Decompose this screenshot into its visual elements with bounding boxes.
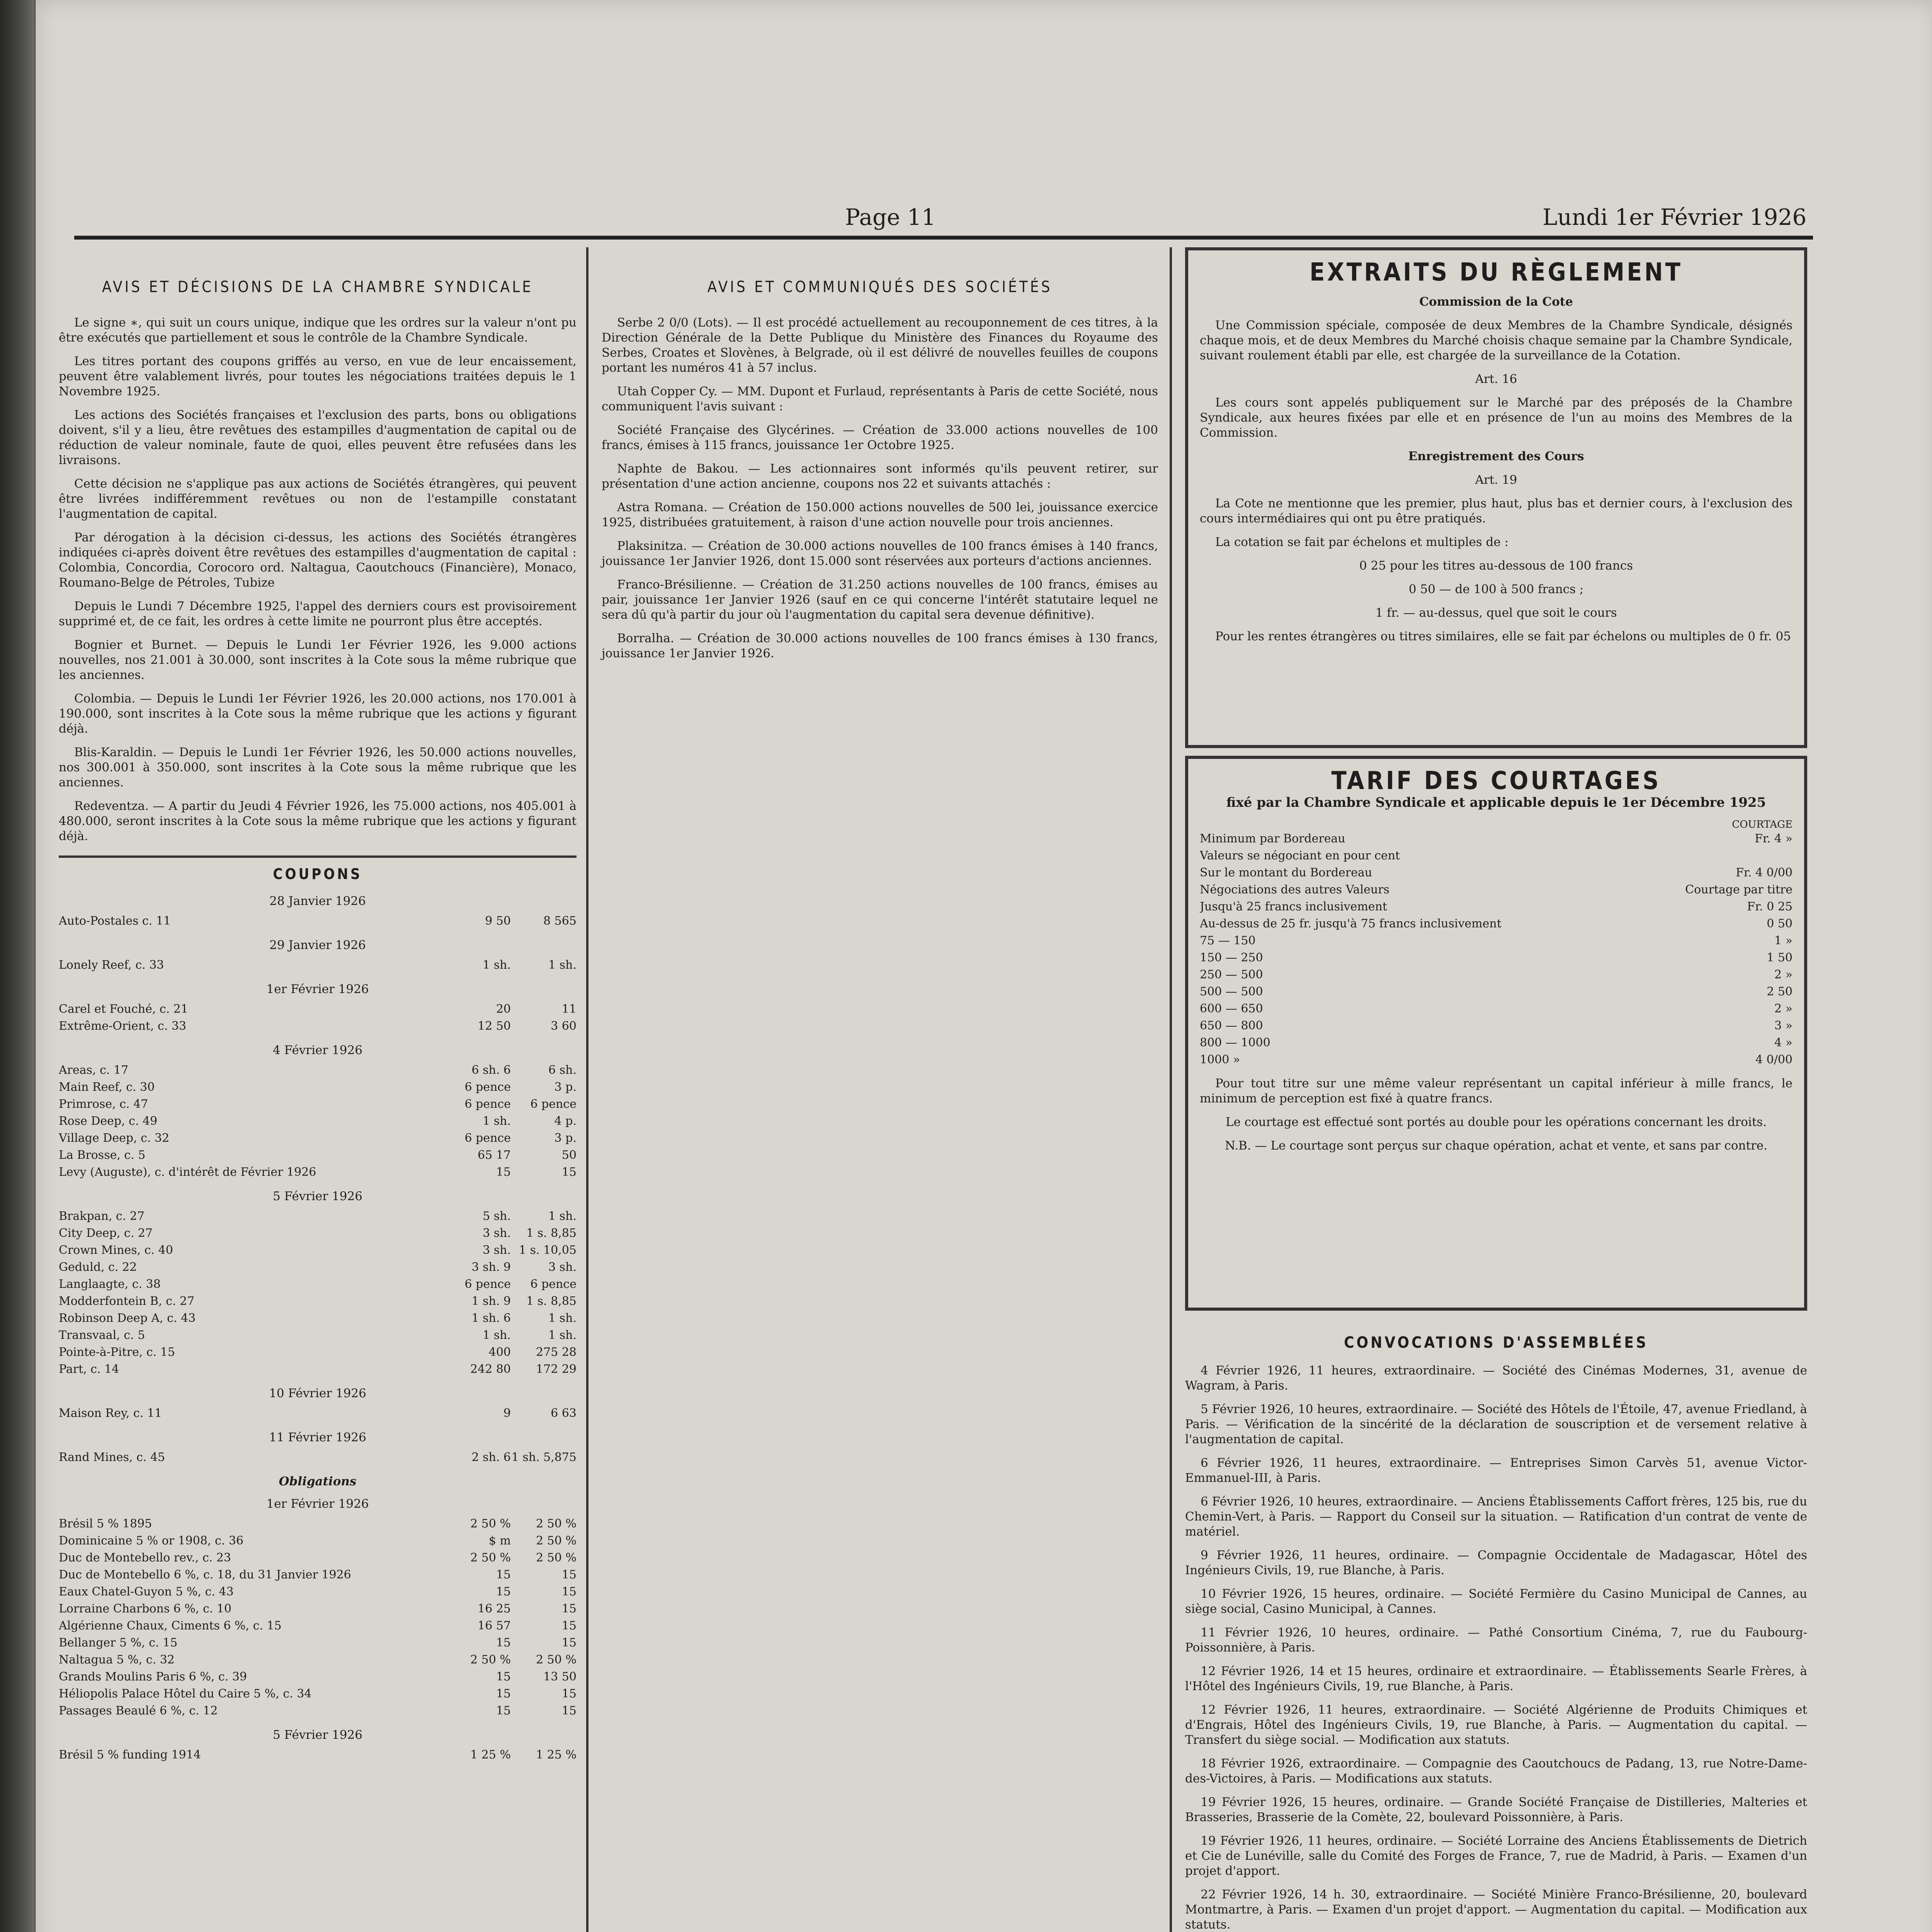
- extraits-p4: La cotation se fait par échelons et multiples de :: [1215, 535, 1509, 549]
- coupon-row-label: Geduld, c. 22: [59, 1260, 137, 1274]
- tarif-value: 2 »: [1774, 968, 1793, 981]
- coupon-row: [59, 1293, 577, 1310]
- echelon-line: 1 fr. — au-dessus, quel que soit le cours: [1375, 606, 1617, 620]
- tarif-row: [1200, 932, 1793, 949]
- tarif-label: 650 — 800: [1200, 1019, 1263, 1032]
- obligation-row-value: 1 25 %: [470, 1748, 511, 1762]
- section-rule: [59, 855, 577, 858]
- convocation-item: 5 Février 1926, 10 heures, extraordinaire. — Société des Hôtels de l'Étoile, 47, avenue Friedland, à Paris. — Vérification de la sincérité de la déclaration de souscription et de versement relative à l'augmentation de capital.: [1185, 1402, 1807, 1446]
- coupon-row-label: Modderfontein B, c. 27: [59, 1294, 195, 1308]
- avis-paragraph: Colombia. — Depuis le Lundi 1er Février 1926, les 20.000 actions, nos 170.001 à 190.000, sont inscrites à la Cote sous la même rubrique que les actions y figurant déjà.: [59, 692, 577, 736]
- tarif-value: [1677, 847, 1793, 864]
- societe-paragraph: Borralha. — Création de 30.000 actions nouvelles de 100 francs émises à 130 francs, jouissance 1er Janvier 1926.: [602, 631, 1158, 660]
- column-rule-1: [586, 247, 588, 1932]
- obligation-row: [59, 1702, 577, 1719]
- obligation-row-value2: 15: [561, 1636, 577, 1650]
- tarif-label: 800 — 1000: [1200, 1036, 1270, 1049]
- tarif-value: Fr. 0 25: [1747, 900, 1793, 913]
- tarif-value: 1 »: [1774, 934, 1793, 947]
- coupon-row: [59, 1361, 577, 1378]
- obligation-row: [59, 1566, 577, 1583]
- coupon-row-label: Brakpan, c. 27: [59, 1209, 145, 1223]
- extraits-sub1: Commission de la Cote: [1419, 295, 1573, 309]
- coupon-row-label: Lonely Reef, c. 33: [59, 958, 164, 972]
- coupon-row-value: 1 sh.: [483, 1328, 511, 1342]
- coupon-row: [59, 1344, 577, 1361]
- extraits-p5: Pour les rentes étrangères ou titres similaires, elle se fait par échelons ou multiples de 0 fr. 05: [1215, 629, 1791, 643]
- convocation-item: 19 Février 1926, 11 heures, ordinaire. — Société Lorraine des Anciens Établissements de Dietrich et Cie de Lunéville, salle du Comité des Forges de France, 7, rue de Madrid, à Paris. — Examen d'un projet d'apport.: [1185, 1834, 1807, 1878]
- coupon-row-label: Maison Rey, c. 11: [59, 1406, 162, 1420]
- tarif-value: 1 50: [1767, 951, 1793, 964]
- coupon-date: 11 Février 1926: [269, 1430, 366, 1444]
- convocation-item: 6 Février 1926, 10 heures, extraordinaire. — Anciens Établissements Caffort frères, 125 bis, rue du Chemin-Vert, à Paris. — Rapport du Conseil sur la situation. — Ratification d'un contrat de vente de matériel.: [1185, 1495, 1807, 1539]
- coupon-row: [59, 1001, 577, 1018]
- societe-paragraph: Société Française des Glycérines. — Création de 33.000 actions nouvelles de 100 francs, émises à 115 francs, jouissance 1er Octobre 1925.: [602, 423, 1158, 452]
- avis-chambre-title: AVIS ET DÉCISIONS DE LA CHAMBRE SYNDICALE: [102, 278, 533, 296]
- tarif-list: [1200, 830, 1793, 1068]
- tarif-label: 250 — 500: [1200, 968, 1263, 981]
- tarif-row: [1200, 898, 1793, 915]
- avis-paragraph: Redeventza. — A partir du Jeudi 4 Février 1926, les 75.000 actions, nos 405.001 à 480.000, seront inscrites à la Cote sous la même rubrique que les actions y figurant déjà.: [59, 799, 577, 843]
- obligation-row-label: Algérienne Chaux, Ciments 6 %, c. 15: [59, 1619, 282, 1633]
- coupon-row-value2: 1 sh.: [548, 958, 577, 972]
- tarif-label: 75 — 150: [1200, 934, 1256, 947]
- convocation-item: 11 Février 1926, 10 heures, ordinaire. — Pathé Consortium Cinéma, 7, rue du Faubourg-Poissonnière, à Paris.: [1185, 1626, 1807, 1655]
- obligations2-date: 5 Février 1926: [273, 1728, 362, 1742]
- coupon-row-value2: 3 60: [551, 1019, 577, 1033]
- coupon-row-value2: 1 sh.: [548, 1328, 577, 1342]
- obligation-row-value2: 15: [561, 1687, 577, 1701]
- obligations-list: [59, 1515, 577, 1719]
- tarif-row: [1200, 915, 1793, 932]
- avis-chambre-list: [59, 315, 577, 844]
- coupon-row-label: Main Reef, c. 30: [59, 1080, 155, 1094]
- extraits-title: EXTRAITS DU RÈGLEMENT: [1310, 258, 1683, 287]
- obligation-row-label: Bellanger 5 %, c. 15: [59, 1636, 178, 1650]
- coupon-row-value2: 3 p.: [554, 1131, 577, 1145]
- coupon-row-label: Auto-Postales c. 11: [59, 914, 171, 928]
- tarif-label: 150 — 250: [1200, 951, 1263, 964]
- obligation-row-value: 16 25: [478, 1602, 511, 1616]
- tarif-value: Fr. 4 0/00: [1736, 866, 1793, 879]
- coupon-row-label: City Deep, c. 27: [59, 1226, 153, 1240]
- avis-paragraph: Les titres portant des coupons griffés au verso, en vue de leur encaissement, peuvent être valablement livrés, pour toutes les négociations traitées depuis le 1 Novembre 1925.: [59, 354, 577, 398]
- obligation-row-label: Grands Moulins Paris 6 %, c. 39: [59, 1670, 247, 1684]
- coupon-date: 10 Février 1926: [269, 1386, 366, 1400]
- obligation-row-value: 15: [496, 1704, 511, 1718]
- tarif-title: TARIF DES COURTAGES: [1331, 767, 1661, 795]
- coupon-row: [59, 957, 577, 974]
- tarif-label: Jusqu'à 25 francs inclusivement: [1200, 900, 1387, 913]
- obligation-row-value: 2 50 %: [470, 1653, 511, 1667]
- convocation-item: 6 Février 1926, 11 heures, extraordinaire. — Entreprises Simon Carvès 51, avenue Victor-Emmanuel-III, à Paris.: [1185, 1456, 1807, 1485]
- coupon-row: [59, 1113, 577, 1130]
- coupon-row-value2: 1 sh. 5,875: [511, 1451, 577, 1464]
- extraits-art1: Art. 16: [1475, 372, 1517, 386]
- coupon-row: [59, 1018, 577, 1035]
- coupon-row-label: Extrême-Orient, c. 33: [59, 1019, 187, 1033]
- coupon-row: [59, 1310, 577, 1327]
- obligation-row-label: Eaux Chatel-Guyon 5 %, c. 43: [59, 1585, 234, 1599]
- coupon-row-value2: 6 63: [551, 1406, 577, 1420]
- coupon-row-value2: 6 pence: [530, 1097, 577, 1111]
- obligation-row-value2: 15: [561, 1602, 577, 1616]
- tarif-row: [1200, 830, 1793, 847]
- tarif-label: Négociations des autres Valeurs: [1200, 883, 1389, 896]
- obligation-row: [59, 1583, 577, 1600]
- tarif-subtitle: fixé par la Chambre Syndicale et applicable depuis le 1er Décembre 1925: [1226, 795, 1766, 810]
- obligation-row-value2: 2 50 %: [536, 1551, 577, 1565]
- coupon-row: [59, 1327, 577, 1344]
- tarif-row: [1200, 1034, 1793, 1051]
- tarif-value: 4 »: [1774, 1036, 1793, 1049]
- coupon-row-value: 9: [503, 1406, 511, 1420]
- tarif-label: 1000 »: [1200, 1053, 1240, 1066]
- obligation-row-value2: 15: [561, 1585, 577, 1599]
- tarif-row: [1200, 847, 1793, 864]
- tarif-label: Valeurs se négociant en pour cent: [1200, 849, 1400, 862]
- obligation-row: [59, 1651, 577, 1668]
- page-date: Lundi 1er Février 1926: [1543, 204, 1807, 230]
- obligations-date: 1er Février 1926: [266, 1497, 369, 1511]
- coupon-row: [59, 1147, 577, 1164]
- societe-paragraph: Naphte de Bakou. — Les actionnaires sont informés qu'ils peuvent retirer, sur présentation d'une action ancienne, coupons nos 22 et suivants attachés :: [602, 462, 1158, 491]
- coupon-row: [59, 1062, 577, 1079]
- obligation-row: [59, 1617, 577, 1634]
- obligation-row-value2: 15: [561, 1568, 577, 1582]
- coupon-row-label: Rand Mines, c. 45: [59, 1451, 165, 1464]
- obligation-row-value: 15: [496, 1585, 511, 1599]
- coupon-row-value: 12 50: [478, 1019, 511, 1033]
- obligation-row-value: 15: [496, 1687, 511, 1701]
- tarif-row: [1200, 1051, 1793, 1068]
- coupon-row-value: 65 17: [478, 1148, 511, 1162]
- obligation-row-value2: 1 25 %: [536, 1748, 577, 1762]
- coupon-row-value2: 1 s. 10,05: [519, 1243, 577, 1257]
- coupon-row-value: 6 pence: [464, 1277, 511, 1291]
- avis-societes-title: AVIS ET COMMUNIQUÉS DES SOCIÉTÉS: [707, 278, 1053, 296]
- convocation-item: 22 Février 1926, 14 h. 30, extraordinaire. — Société Minière Franco-Brésilienne, 20, boulevard Montmartre, à Paris. — Examen d'un projet d'apport. — Augmentation du capital. — Modification aux statuts.: [1185, 1888, 1807, 1932]
- coupon-row: [59, 1259, 577, 1276]
- obligation-row: [59, 1747, 577, 1764]
- coupon-row: [59, 1242, 577, 1259]
- coupon-row-label: Primrose, c. 47: [59, 1097, 148, 1111]
- societe-paragraph: Astra Romana. — Création de 150.000 actions nouvelles de 500 lei, jouissance exercice 1925, distribuées gratuitement, à raison d'une action nouvelle pour trois anciennes.: [602, 500, 1158, 529]
- obligation-row-label: Brésil 5 % 1895: [59, 1517, 152, 1531]
- societe-paragraph: Utah Copper Cy. — MM. Dupont et Furlaud, représentants à Paris de cette Société, nous communiquent l'avis suivant :: [602, 384, 1158, 413]
- coupon-date: 4 Février 1926: [273, 1043, 362, 1057]
- societe-paragraph: Plaksinitza. — Création de 30.000 actions nouvelles de 100 francs émises à 140 francs, jouissance 1er Janvier 1926, dont 15.000 sont réservées aux porteurs d'actions anciennes.: [602, 539, 1158, 568]
- coupon-row-label: Part, c. 14: [59, 1362, 119, 1376]
- obligation-row-label: Dominicaine 5 % or 1908, c. 36: [59, 1534, 244, 1548]
- obligation-row: [59, 1668, 577, 1685]
- obligation-row-label: Héliopolis Palace Hôtel du Caire 5 %, c. 34: [59, 1687, 312, 1701]
- convocation-item: 19 Février 1926, 15 heures, ordinaire. — Grande Société Française de Distilleries, Malteries et Brasseries, Brasserie de la Comète, 22, boulevard Poissonnière, à Paris.: [1185, 1795, 1807, 1824]
- tarif-row: [1200, 881, 1793, 898]
- coupon-row-label: Rose Deep, c. 49: [59, 1114, 158, 1128]
- coupon-row: [59, 1449, 577, 1466]
- obligation-row: [59, 1515, 577, 1532]
- societe-paragraph: Franco-Brésilienne. — Création de 31.250 actions nouvelles de 100 francs, émises au pair, jouissance 1er Janvier 1926 (sauf en ce qui concerne l'intérêt statutaire lequel ne sera dû qu'à partir du jour où l'augmentation du capital sera devenue définitive).: [602, 578, 1158, 622]
- convocation-item: 4 Février 1926, 11 heures, extraordinaire. — Société des Cinémas Modernes, 31, avenue de Wagram, à Paris.: [1185, 1364, 1807, 1393]
- tarif-label: 600 — 650: [1200, 1002, 1263, 1015]
- coupon-row-value: 2 sh. 6: [471, 1451, 511, 1464]
- obligation-row: [59, 1600, 577, 1617]
- column-avis-societes: [602, 247, 1158, 670]
- column-avis-coupons: [59, 247, 577, 1764]
- tarif-value: 3 »: [1774, 1019, 1793, 1032]
- avis-paragraph: Le signe ∗, qui suit un cours unique, indique que les ordres sur la valeur n'ont pu être exécutés que partiellement et sous le contrôle de la Chambre Syndicale.: [59, 316, 577, 345]
- tarif-value: 0 50: [1767, 917, 1793, 930]
- coupon-row-value2: 172 29: [536, 1362, 577, 1376]
- coupon-date: 28 Janvier 1926: [269, 894, 366, 908]
- convocation-item: 9 Février 1926, 11 heures, ordinaire. — Compagnie Occidentale de Madagascar, Hôtel des Ingénieurs Civils, 19, rue Blanche, à Paris.: [1185, 1548, 1807, 1577]
- tarif-label: Sur le montant du Bordereau: [1200, 866, 1372, 879]
- column-rule-2: [1170, 247, 1172, 1932]
- coupon-row-value: 242 80: [470, 1362, 511, 1376]
- coupons-title: COUPONS: [273, 866, 362, 883]
- extraits-p3: La Cote ne mentionne que les premier, plus haut, plus bas et dernier cours, à l'exclusion des cours intermédiaires qui ont pu être pratiqués.: [1200, 497, 1793, 526]
- tarif-value: 4 0/00: [1755, 1053, 1793, 1066]
- obligation-row-value2: 2 50 %: [536, 1517, 577, 1531]
- tarif-row: [1200, 966, 1793, 983]
- coupon-row: [59, 1225, 577, 1242]
- coupon-row-label: Transvaal, c. 5: [59, 1328, 145, 1342]
- coupon-row-value: 1 sh. 6: [471, 1311, 511, 1325]
- coupon-row-value: 5 sh.: [483, 1209, 511, 1223]
- convocation-item: 12 Février 1926, 11 heures, extraordinaire. — Société Algérienne de Produits Chimiques et d'Engrais, Hôtel des Ingénieurs Civils, 19, rue Blanche, à Paris. — Augmentation du capital. — Transfert du siège social. — Modification aux statuts.: [1185, 1703, 1807, 1747]
- convocation-item: 18 Février 1926, extraordinaire. — Compagnie des Caoutchoucs de Padang, 13, rue Notre-Dame-des-Victoires, à Paris. — Modifications aux statuts.: [1185, 1757, 1807, 1786]
- tarif-note1: Pour tout titre sur une même valeur représentant un capital inférieur à mille francs, le minimum de perception est fixé à quatre francs.: [1200, 1077, 1793, 1105]
- obligation-row-label: Duc de Montebello 6 %, c. 18, du 31 Janvier 1926: [59, 1568, 351, 1582]
- coupon-row-value2: 275 28: [536, 1345, 577, 1359]
- coupon-row-value2: 6 sh.: [548, 1063, 577, 1077]
- tarif-note2: Le courtage est effectué sont portés au double pour les opérations concernant les droits.: [1225, 1115, 1767, 1129]
- coupon-row-value2: 1 sh.: [548, 1209, 577, 1223]
- convocation-item: 12 Février 1926, 14 et 15 heures, ordinaire et extraordinaire. — Établissements Searle Frères, à l'Hôtel des Ingénieurs Civils, 19, rue Blanche, à Paris.: [1185, 1664, 1807, 1693]
- obligation-row-label: Duc de Montebello rev., c. 23: [59, 1551, 231, 1565]
- tarif-col-header: COURTAGE: [1732, 819, 1793, 830]
- obligation-row-label: Lorraine Charbons 6 %, c. 10: [59, 1602, 232, 1616]
- avis-paragraph: Depuis le Lundi 7 Décembre 1925, l'appel des derniers cours est provisoirement supprimé et, de ce fait, les ordres à cette limite ne pourront plus être acceptés.: [59, 599, 577, 628]
- coupon-row-value: 6 sh. 6: [471, 1063, 511, 1077]
- coupon-row-value2: 3 p.: [554, 1080, 577, 1094]
- coupon-row-value: 1 sh. 9: [471, 1294, 511, 1308]
- coupon-row-value: 3 sh. 9: [471, 1260, 511, 1274]
- coupon-row-value: 400: [488, 1345, 511, 1359]
- obligation-row: [59, 1685, 577, 1702]
- avis-paragraph: Cette décision ne s'applique pas aux actions de Sociétés étrangères, qui peuvent être livrées indifféremment revêtues ou non de l'estampille constatant l'augmentation de capital.: [59, 477, 577, 521]
- coupon-date: 5 Février 1926: [273, 1189, 362, 1203]
- tarif-label: Minimum par Bordereau: [1200, 832, 1345, 845]
- echelon-line: 0 25 pour les titres au-dessous de 100 francs: [1359, 559, 1633, 573]
- convocation-item: 10 Février 1926, 15 heures, ordinaire. — Société Fermière du Casino Municipal de Cannes, au siège social, Casino Municipal, à Cannes.: [1185, 1587, 1807, 1616]
- obligation-row-value: 15: [496, 1670, 511, 1684]
- obligation-row: [59, 1549, 577, 1566]
- echelon-line: 0 50 — de 100 à 500 francs ;: [1408, 582, 1584, 596]
- tarif-value: 2 50: [1767, 985, 1793, 998]
- convocations-title: CONVOCATIONS D'ASSEMBLÉES: [1344, 1334, 1648, 1352]
- obligation-row-value: $ m: [488, 1534, 511, 1548]
- tarif-row: [1200, 1017, 1793, 1034]
- convocations-list: [1185, 1363, 1807, 1932]
- coupon-row-value: 15: [496, 1165, 511, 1179]
- coupon-row-label: Pointe-à-Pitre, c. 15: [59, 1345, 175, 1359]
- avis-societes-list: [602, 315, 1158, 661]
- avis-paragraph: Blis-Karaldin. — Depuis le Lundi 1er Février 1926, les 50.000 actions nouvelles, nos 300.001 à 350.000, sont inscrites à la Cote sous la même rubrique que les anciennes.: [59, 745, 577, 789]
- tarif-row: [1200, 949, 1793, 966]
- coupon-row-label: Langlaagte, c. 38: [59, 1277, 161, 1291]
- coupon-row-label: Crown Mines, c. 40: [59, 1243, 173, 1257]
- coupon-row-value: 6 pence: [464, 1097, 511, 1111]
- coupon-row-value2: 11: [561, 1002, 577, 1016]
- avis-paragraph: Bognier et Burnet. — Depuis le Lundi 1er Février 1926, les 9.000 actions nouvelles, nos 21.001 à 30.000, sont inscrites à la Cote sous la même rubrique que les anciennes.: [59, 638, 577, 682]
- coupon-row-value2: 6 pence: [530, 1277, 577, 1291]
- coupon-row: [59, 1130, 577, 1147]
- extraits-art2: Art. 19: [1475, 473, 1517, 487]
- obligation-row-value: 15: [496, 1568, 511, 1582]
- coupon-row-label: Levy (Auguste), c. d'intérêt de Février 1926: [59, 1165, 316, 1179]
- tarif-value: Courtage par titre: [1685, 883, 1793, 896]
- tarif-label: 500 — 500: [1200, 985, 1263, 998]
- coupon-row-value: 6 pence: [464, 1080, 511, 1094]
- coupon-row: [59, 1208, 577, 1225]
- obligation-row-value2: 13 50: [543, 1670, 577, 1684]
- tarif-label: Au-dessus de 25 fr. jusqu'à 75 francs inclusivement: [1200, 917, 1502, 930]
- coupon-row-value2: 15: [561, 1165, 577, 1179]
- newspaper-page: [36, 0, 1932, 1932]
- tarif-value: Fr. 4 »: [1755, 832, 1793, 845]
- coupon-row-label: La Brosse, c. 5: [59, 1148, 146, 1162]
- coupon-row-value2: 3 sh.: [548, 1260, 577, 1274]
- coupon-row-label: Carel et Fouché, c. 21: [59, 1002, 188, 1016]
- column-reglement: [1185, 247, 1807, 1932]
- obligation-row-value2: 2 50 %: [536, 1653, 577, 1667]
- obligation-row-value2: 15: [561, 1704, 577, 1718]
- coupon-date: 29 Janvier 1926: [269, 938, 366, 952]
- obligation-row-value2: 15: [561, 1619, 577, 1633]
- obligation-row-value: 2 50 %: [470, 1551, 511, 1565]
- adjacent-page-edge: [0, 0, 35, 1932]
- coupon-row: [59, 913, 577, 930]
- coupon-row-value2: 1 s. 8,85: [526, 1226, 577, 1240]
- coupon-row: [59, 1276, 577, 1293]
- coupon-row: [59, 1164, 577, 1181]
- obligations-subtitle: Obligations: [279, 1475, 357, 1488]
- coupon-row-value: 3 sh.: [483, 1243, 511, 1257]
- tarif-row: [1200, 983, 1793, 1000]
- extraits-p1: Une Commission spéciale, composée de deux Membres de la Chambre Syndicale, désignés chaque mois, et de deux Membres du Marché choisis chaque semaine par la Chambre Syndicale, suivant roulement établi par elle, est chargée de la surveillance de la Cotation.: [1200, 318, 1793, 362]
- obligation-row: [59, 1634, 577, 1651]
- extraits-sub2: Enregistrement des Cours: [1408, 449, 1584, 463]
- coupon-row-value: 1 sh.: [483, 958, 511, 972]
- obligation-row-label: Brésil 5 % funding 1914: [59, 1748, 201, 1762]
- coupon-row: [59, 1079, 577, 1096]
- coupon-row-value: 9 50: [485, 914, 511, 928]
- avis-paragraph: Les actions des Sociétés françaises et l'exclusion des parts, bons ou obligations doivent, s'il y a lieu, être revêtues des estampilles d'augmentation de capital ou de réduction de valeur nominale, faute de quoi, elles peuvent être refusées dans les livraisons.: [59, 408, 577, 467]
- tarif-row: [1200, 1000, 1793, 1017]
- coupon-row: [59, 1405, 577, 1422]
- avis-paragraph: Par dérogation à la décision ci-dessus, les actions des Sociétés étrangères indiquées ci-après doivent être revêtues des estampilles d'augmentation de capital : Colombia, Concordia, Corocoro ord. Naltagua, Caoutchoucs (Financière), Monaco, Roumano-Belge de Pétroles, Tubize: [59, 531, 577, 590]
- obligation-row-value: 16 57: [478, 1619, 511, 1633]
- coupon-row: [59, 1096, 577, 1113]
- coupon-row-label: Areas, c. 17: [59, 1063, 129, 1077]
- coupon-row-value: 6 pence: [464, 1131, 511, 1145]
- tarif-value: 2 »: [1774, 1002, 1793, 1015]
- obligation-row: [59, 1532, 577, 1549]
- coupon-row-value: 3 sh.: [483, 1226, 511, 1240]
- coupon-row-value2: 1 sh.: [548, 1311, 577, 1325]
- obligation-row-value: 2 50 %: [470, 1517, 511, 1531]
- tarif-box: [1185, 756, 1807, 1311]
- coupon-row-value2: 50: [561, 1148, 577, 1162]
- coupon-date: 1er Février 1926: [266, 982, 369, 996]
- coupon-row-value: 20: [496, 1002, 511, 1016]
- tarif-row: [1200, 864, 1793, 881]
- coupon-row-value: 1 sh.: [483, 1114, 511, 1128]
- extraits-box: [1185, 247, 1807, 748]
- obligation-row-value2: 2 50 %: [536, 1534, 577, 1548]
- coupon-row-value2: 4 p.: [554, 1114, 577, 1128]
- coupon-row-value2: 8 565: [543, 914, 577, 928]
- coupons-list: [59, 894, 577, 1466]
- societe-paragraph: Serbe 2 0/0 (Lots). — Il est procédé actuellement au recouponnement de ces titres, à la Direction Générale de la Dette Publique du Ministère des Finances du Royaume des Serbes, Croates et Slovènes, à Belgrade, où il est délivré de nouvelles feuilles de coupons portant les numéros 41 à 57 inclus.: [602, 316, 1158, 375]
- echelons-list: [1200, 558, 1793, 621]
- obligations2-list: [59, 1747, 577, 1764]
- obligation-row-value: 15: [496, 1636, 511, 1650]
- header-rule: [74, 236, 1813, 240]
- tarif-note3: N.B. — Le courtage sont perçus sur chaque opération, achat et vente, et sans par contre.: [1225, 1139, 1767, 1153]
- obligation-row-label: Passages Beaulé 6 %, c. 12: [59, 1704, 218, 1718]
- coupon-row-label: Robinson Deep A, c. 43: [59, 1311, 196, 1325]
- page-number: Page 11: [845, 204, 936, 230]
- coupon-row-label: Village Deep, c. 32: [59, 1131, 170, 1145]
- extraits-p2: Les cours sont appelés publiquement sur le Marché par des préposés de la Chambre Syndicale, aux heures fixées par elle et en présence de l'un au moins des Membres de la Commission.: [1200, 396, 1793, 440]
- coupon-row-value2: 1 s. 8,85: [526, 1294, 577, 1308]
- obligation-row-label: Naltagua 5 %, c. 32: [59, 1653, 175, 1667]
